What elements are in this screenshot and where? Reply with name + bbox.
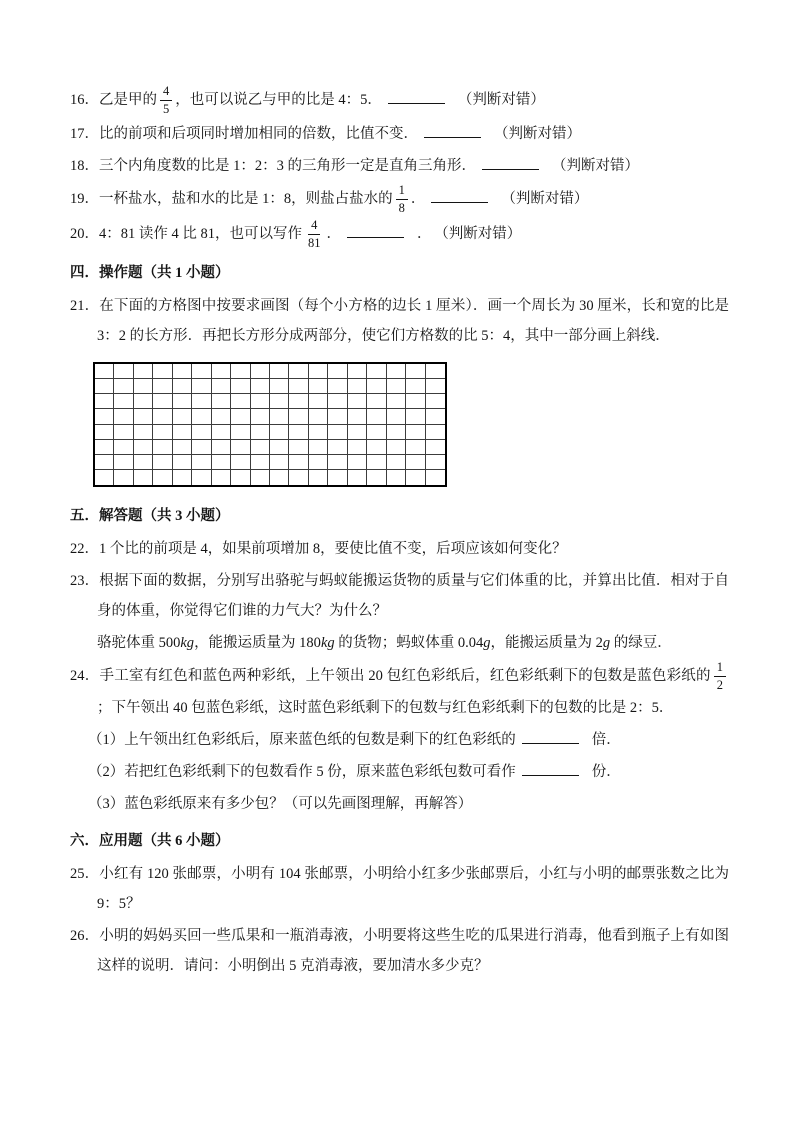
grid-cell	[114, 379, 133, 394]
grid-cell	[328, 455, 347, 470]
question-26	[70, 921, 729, 981]
grid-cell	[251, 379, 270, 394]
grid-cell	[134, 379, 153, 394]
grid-cell	[134, 394, 153, 409]
grid-cell	[231, 440, 250, 455]
grid-cell	[114, 455, 133, 470]
grid-cell	[387, 470, 406, 485]
grid-cell	[231, 364, 250, 379]
question-20-text-pre: 4：81 读作 4 比 81，也可以写作	[99, 225, 302, 242]
grid-cell	[426, 394, 445, 409]
grid-cell	[426, 470, 445, 485]
q24-part1-answer-blank	[522, 728, 579, 744]
grid-cell	[387, 394, 406, 409]
grid-cell	[134, 364, 153, 379]
question-21-text: 在下面的方格图中按要求画图（每个小方格的边长 1 厘米）．画一个周长为 30 厘米，长和宽的比是 3：2 的长方形．再把长方形分成两部分，使它们方格数的比 5：4，其中一部分画上斜线．	[97, 298, 730, 344]
question-25	[70, 859, 729, 919]
question-19	[70, 183, 729, 216]
grid-cell	[309, 455, 328, 470]
question-21-number: 21．	[70, 298, 100, 314]
grid-cell	[95, 440, 114, 455]
q24-part2-suffix: 份．	[591, 764, 621, 780]
grid-cell	[367, 364, 386, 379]
grid-cell	[270, 470, 289, 485]
grid-cell	[173, 364, 192, 379]
q23-unit-kg: kg	[320, 635, 335, 651]
fraction-4-5	[160, 84, 172, 117]
grid-cell	[134, 470, 153, 485]
grid-cell	[289, 379, 308, 394]
question-17-answer-blank	[424, 122, 481, 138]
grid-cell	[173, 409, 192, 424]
grid-cell	[231, 379, 250, 394]
grid-cell	[270, 440, 289, 455]
q23-data-segment: 的绿豆．	[610, 635, 672, 651]
question-19-judge-label: （判断对错）	[501, 190, 589, 207]
fraction-denominator: 8	[398, 201, 405, 215]
grid-cell	[95, 394, 114, 409]
q23-unit-g: g	[483, 635, 491, 651]
grid-cell	[134, 425, 153, 440]
grid-cell	[328, 470, 347, 485]
grid-cell	[387, 440, 406, 455]
grid-cell	[153, 470, 172, 485]
grid-cell	[367, 440, 386, 455]
grid-cell	[251, 394, 270, 409]
grid-cell	[173, 455, 192, 470]
grid-cell	[406, 409, 425, 424]
grid-cell	[289, 455, 308, 470]
grid-cell	[231, 394, 250, 409]
grid-cell	[387, 455, 406, 470]
question-20-answer-blank	[347, 222, 404, 238]
grid-cell	[289, 409, 308, 424]
grid-cell	[251, 440, 270, 455]
grid-cell	[134, 455, 153, 470]
grid-cell	[309, 470, 328, 485]
question-24-part-3	[88, 789, 729, 819]
grid-cell	[309, 364, 328, 379]
grid-cell	[367, 455, 386, 470]
question-19-text-pre: 一杯盐水，盐和水的比是 1：8，则盐占盐水的	[99, 190, 393, 207]
grid-cell	[328, 425, 347, 440]
grid-cell	[173, 394, 192, 409]
grid-cell	[367, 470, 386, 485]
grid-cell	[251, 364, 270, 379]
grid-cell	[367, 425, 386, 440]
section-6-header: 六．应用题（共 6 小题）	[70, 833, 230, 849]
grid-cell	[289, 394, 308, 409]
grid-cell	[153, 425, 172, 440]
grid-cell	[114, 409, 133, 424]
question-26-text: 小明的妈妈买回一些瓜果和一瓶消毒液，小明要将这些生吃的瓜果进行消毒，他看到瓶子上有如图这样的说明．请问：小明倒出 5 克消毒液，要加清水多少克？	[97, 928, 729, 974]
q23-unit-kg: kg	[180, 635, 195, 651]
grid-cell	[192, 455, 211, 470]
question-17	[70, 119, 729, 149]
question-18-judge-label: （判断对错）	[552, 158, 639, 174]
grid-cell	[212, 394, 231, 409]
question-24	[70, 660, 729, 723]
question-17-judge-label: （判断对错）	[494, 126, 581, 142]
q24-part2-text: （2）若把红色彩纸剩下的包数看作 5 份，原来蓝色彩纸包数可看作	[88, 764, 516, 780]
question-24-text-pre: 手工室有红色和蓝色两种彩纸，上午领出 20 包红色彩纸后，红色彩纸剩下的包数是蓝色彩纸的	[99, 667, 711, 684]
grid-cell	[95, 409, 114, 424]
grid-cell	[95, 470, 114, 485]
question-16-number: 16．	[70, 91, 99, 108]
grid-cell	[231, 470, 250, 485]
q23-data-segment: 的货物；蚂蚁体重 0.04	[334, 635, 484, 651]
section-4-header: 四．操作题（共 1 小题）	[70, 265, 230, 281]
grid-cell	[289, 425, 308, 440]
grid-cell	[426, 455, 445, 470]
question-17-text: 比的前项和后项同时增加相同的倍数，比值不变．	[99, 126, 418, 142]
grid-cell	[387, 364, 406, 379]
grid-cell	[289, 364, 308, 379]
grid-cell	[426, 409, 445, 424]
grid-cell	[309, 379, 328, 394]
question-25-text: 小红有 120 张邮票，小明有 104 张邮票，小明给小红多少张邮票后，小红与小明的邮票张数之比为 9：5？	[97, 866, 729, 912]
question-16	[70, 84, 729, 117]
grid-cell	[212, 425, 231, 440]
grid-cell	[192, 440, 211, 455]
grid-cell	[153, 364, 172, 379]
grid-cell	[192, 409, 211, 424]
grid-cell	[192, 425, 211, 440]
grid-cell	[153, 379, 172, 394]
grid-cell	[270, 379, 289, 394]
grid-cell	[153, 440, 172, 455]
grid-cell	[212, 409, 231, 424]
grid-cell	[387, 425, 406, 440]
q24-part1-suffix: 倍．	[591, 732, 621, 748]
grid-cell	[153, 394, 172, 409]
question-20	[70, 218, 729, 251]
question-20-period: ．	[417, 225, 432, 242]
grid-cell	[348, 440, 367, 455]
grid-cell	[406, 379, 425, 394]
grid-cell	[114, 394, 133, 409]
grid-cell	[348, 379, 367, 394]
fraction-numerator: 4	[160, 84, 172, 101]
q24-part3-text: （3）蓝色彩纸原来有多少包？（可以先画图理解，再解答）	[88, 796, 473, 812]
question-19-text-post: ．	[410, 190, 426, 207]
question-22-text: 1 个比的前项是 4，如果前项增加 8，要使比值不变，后项应该如何变化？	[99, 541, 567, 557]
grid-cell	[95, 379, 114, 394]
grid-cell	[328, 409, 347, 424]
q23-data-segment: ，能搬运质量为 2	[490, 635, 603, 651]
drawing-grid	[93, 362, 447, 487]
question-21	[70, 291, 729, 351]
question-24-number: 24．	[70, 667, 100, 684]
fraction-denominator: 2	[716, 678, 724, 692]
question-24-text-post: ；下午领出 40 包蓝色彩纸，这时蓝色彩纸剩下的包数与红色彩纸剩下的包数的比是 2：5．	[97, 700, 674, 716]
question-16-judge-label: （判断对错）	[457, 91, 545, 108]
grid-cell	[328, 440, 347, 455]
grid-cell	[251, 409, 270, 424]
question-18-number: 18．	[70, 158, 99, 174]
question-22	[70, 534, 729, 564]
grid-cell	[212, 364, 231, 379]
grid-cell	[348, 394, 367, 409]
grid-cell	[309, 409, 328, 424]
question-23	[70, 566, 729, 626]
grid-cell	[192, 394, 211, 409]
grid-cell	[173, 379, 192, 394]
grid-cell	[153, 455, 172, 470]
section-5-header: 五．解答题（共 3 小题）	[70, 508, 230, 524]
grid-cell	[406, 470, 425, 485]
grid-cell	[95, 364, 114, 379]
grid-cell	[367, 379, 386, 394]
fraction-1-8	[396, 183, 408, 216]
grid-cell	[114, 440, 133, 455]
question-23-number: 23．	[70, 573, 100, 589]
question-20-text-post: ．	[326, 225, 341, 242]
grid-cell	[309, 425, 328, 440]
question-20-judge-label: （判断对错）	[441, 225, 522, 242]
grid-cell	[114, 470, 133, 485]
grid-cell	[426, 364, 445, 379]
grid-cell	[231, 455, 250, 470]
grid-cell	[173, 470, 192, 485]
grid-cell	[309, 440, 328, 455]
grid-cell	[134, 409, 153, 424]
q24-part2-answer-blank	[522, 760, 579, 776]
grid-cell	[406, 440, 425, 455]
fraction-numerator: 4	[308, 218, 320, 235]
grid-cell	[387, 409, 406, 424]
grid-cell	[212, 470, 231, 485]
q23-unit-g: g	[602, 635, 611, 651]
grid-cell	[173, 440, 192, 455]
grid-cell	[348, 470, 367, 485]
fraction-numerator: 1	[396, 183, 408, 200]
grid-cell	[192, 379, 211, 394]
question-18-text: 三个内角度数的比是 1：2：3 的三角形一定是直角三角形．	[99, 158, 476, 174]
question-19-answer-blank	[431, 187, 488, 203]
question-19-number: 19．	[70, 190, 99, 207]
grid-cell	[114, 425, 133, 440]
grid-cell	[367, 409, 386, 424]
grid-cell	[134, 440, 153, 455]
grid-cell	[289, 440, 308, 455]
grid-cell	[212, 455, 231, 470]
fraction-4-81	[305, 218, 324, 251]
grid-cell	[270, 364, 289, 379]
grid-cell	[114, 364, 133, 379]
question-17-number: 17．	[70, 126, 99, 142]
grid-cell	[192, 364, 211, 379]
grid-cell	[95, 455, 114, 470]
question-25-number: 25．	[70, 866, 100, 882]
fraction-denominator: 81	[308, 236, 321, 250]
grid-cell	[426, 425, 445, 440]
grid-cell	[328, 394, 347, 409]
question-16-text-pre: 乙是甲的	[99, 91, 157, 108]
q23-data-segment: 骆驼体重 500	[97, 635, 181, 651]
question-18-answer-blank	[482, 154, 539, 170]
question-24-part-1	[88, 725, 729, 755]
question-18	[70, 151, 729, 181]
grid-cell	[426, 440, 445, 455]
grid-cell	[309, 394, 328, 409]
grid-cell	[173, 425, 192, 440]
grid-cell	[387, 379, 406, 394]
question-24-part-2	[88, 757, 729, 787]
grid-cell	[289, 470, 308, 485]
grid-cell	[153, 409, 172, 424]
grid-cell	[348, 425, 367, 440]
grid-cell	[406, 455, 425, 470]
grid-cell	[270, 394, 289, 409]
grid-cell	[406, 364, 425, 379]
grid-cell	[367, 394, 386, 409]
grid-cell	[270, 455, 289, 470]
grid-cell	[348, 455, 367, 470]
question-26-number: 26．	[70, 928, 100, 944]
question-16-text-post: ，也可以说乙与甲的比是 4：5．	[175, 91, 382, 108]
grid-cell	[251, 455, 270, 470]
grid-cell	[328, 379, 347, 394]
grid-cell	[231, 409, 250, 424]
grid-cell	[270, 425, 289, 440]
fraction-denominator: 5	[163, 102, 170, 116]
q23-data-segment: ，能搬运质量为 180	[194, 635, 321, 651]
question-23-data-line	[97, 628, 729, 658]
grid-cell	[212, 440, 231, 455]
grid-cell	[406, 425, 425, 440]
question-23-text: 根据下面的数据，分别写出骆驼与蚂蚁能搬运货物的质量与它们体重的比，并算出比值．相对于自身的体重，你觉得它们谁的力气大？为什么？	[97, 573, 729, 619]
grid-cell	[348, 409, 367, 424]
q24-part1-text: （1）上午领出红色彩纸后，原来蓝色纸的包数是剩下的红色彩纸的	[88, 732, 516, 748]
grid-cell	[231, 425, 250, 440]
grid-cell	[212, 379, 231, 394]
grid-cell	[251, 425, 270, 440]
grid-cell	[426, 379, 445, 394]
question-20-number: 20．	[70, 225, 99, 242]
grid-cell	[328, 364, 347, 379]
grid-cell	[270, 409, 289, 424]
question-16-answer-blank	[388, 88, 445, 104]
grid-cell	[406, 394, 425, 409]
fraction-1-2	[714, 660, 726, 693]
question-22-number: 22．	[70, 541, 99, 557]
grid-cell	[251, 470, 270, 485]
grid-cell	[192, 470, 211, 485]
fraction-numerator: 1	[714, 660, 726, 677]
grid-cell	[95, 425, 114, 440]
grid-cell	[348, 364, 367, 379]
